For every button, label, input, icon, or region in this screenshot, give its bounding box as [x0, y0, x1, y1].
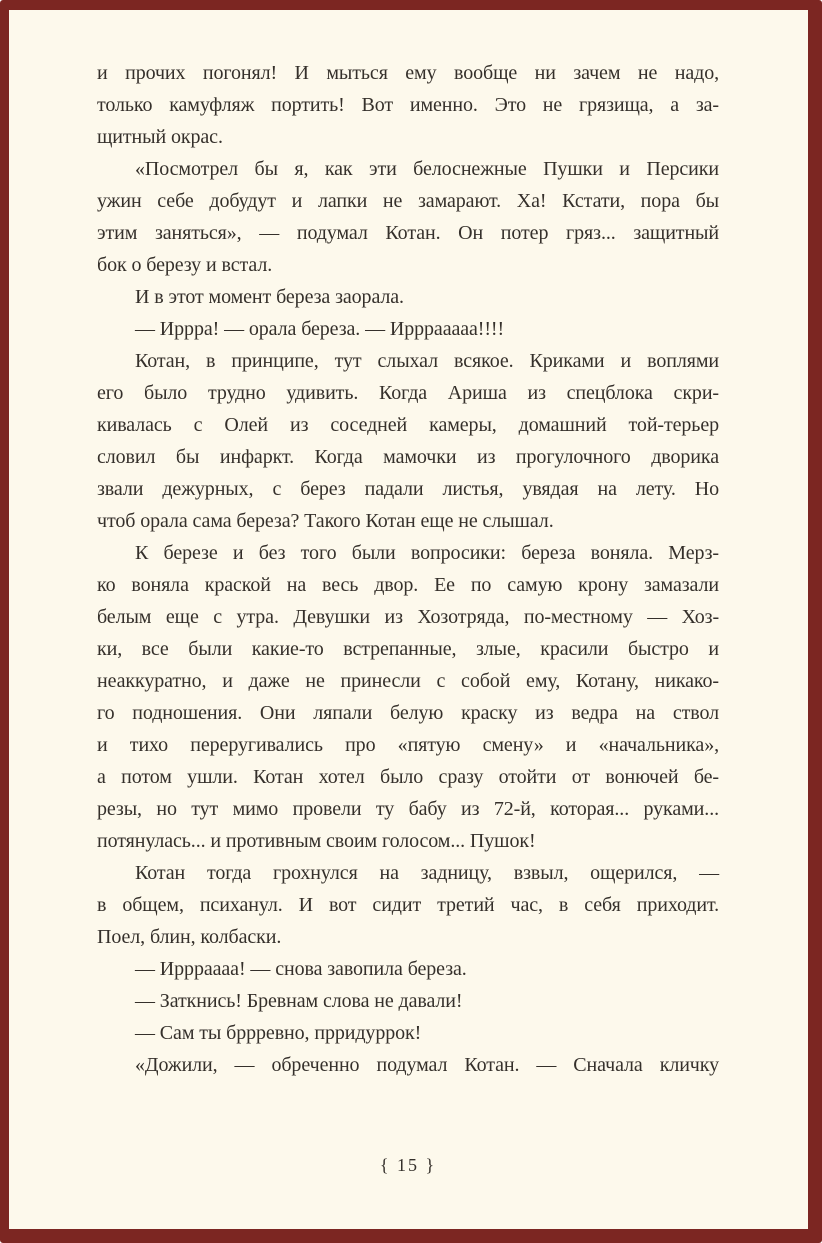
text-line: ки, все были какие-то встрепанные, злые, красили быстро и: [97, 638, 719, 660]
text-line: в общем, психанул. И вот сидит третий час, в себя приходит.: [97, 894, 719, 916]
text-line: — Иррраааа! — снова завопила береза.: [135, 958, 467, 980]
text-line: а потом ушли. Котан хотел было сразу отойти от вонючей бе-: [97, 766, 719, 788]
text-line: Котан, в принципе, тут слыхал всякое. Криками и воплями: [135, 350, 719, 372]
text-line: — Иррра! — орала береза. — Ирррааааа!!!!: [135, 318, 505, 340]
text-line: и тихо переругивались про «пятую смену» и «начальника»,: [97, 734, 719, 756]
text-line: ко воняла краской на весь двор. Ее по самую крону замазали: [97, 574, 719, 596]
text-line: этим заняться», — подумал Котан. Он потер гряз... защитный: [97, 222, 719, 244]
text-line: чтоб орала сама береза? Такого Котан еще не слышал.: [97, 510, 554, 532]
text-line: го подношения. Они ляпали белую краску из ведра на ствол: [97, 702, 719, 724]
text-line: и прочих погонял! И мыться ему вообще ни зачем не надо,: [97, 62, 719, 84]
text-line: «Посмотрел бы я, как эти белоснежные Пушки и Персики: [135, 158, 719, 180]
text-line: неаккуратно, и даже не принесли с собой ему, Котану, никако-: [97, 670, 719, 692]
text-line: резы, но тут мимо провели ту бабу из 72-й, которая... руками...: [97, 798, 719, 820]
text-line: кивалась с Олей из соседней камеры, домашний той-терьер: [97, 414, 719, 436]
text-line: — Сам ты бррревно, прридуррок!: [135, 1022, 422, 1044]
text-line: «Дожили, — обреченно подумал Котан. — Сначала кличку: [135, 1054, 719, 1076]
text-line: ужин себе добудут и лапки не замарают. Ха! Кстати, пора бы: [97, 190, 719, 212]
text-line: словил бы инфаркт. Когда мамочки из прогулочного дворика: [97, 446, 719, 468]
text-line: Котан тогда грохнулся на задницу, взвыл, ощерился, —: [135, 862, 719, 884]
text-line: щитный окрас.: [97, 126, 223, 148]
text-line: К березе и без того были вопросики: береза воняла. Мерз-: [135, 542, 719, 564]
text-line: Поел, блин, колбаски.: [97, 926, 282, 948]
text-line: его было трудно удивить. Когда Ариша из спецблока скри-: [97, 382, 719, 404]
page-text: [97, 57, 719, 1081]
text-line: потянулась... и противным своим голосом... Пушок!: [97, 830, 536, 852]
text-line: звали дежурных, с берез падали листья, увядая на лету. Но: [97, 478, 719, 500]
text-line: И в этот момент береза заорала.: [135, 286, 404, 308]
page-number: { 15 }: [379, 1155, 437, 1175]
text-line: только камуфляж портить! Вот именно. Это не грязища, а за-: [97, 94, 719, 116]
text-line: бок о березу и встал.: [97, 254, 273, 276]
text-line: белым еще с утра. Девушки из Хозотряда, по-местному — Хоз-: [97, 606, 719, 628]
text-line: — Заткнись! Бревнам слова не давали!: [135, 990, 463, 1012]
